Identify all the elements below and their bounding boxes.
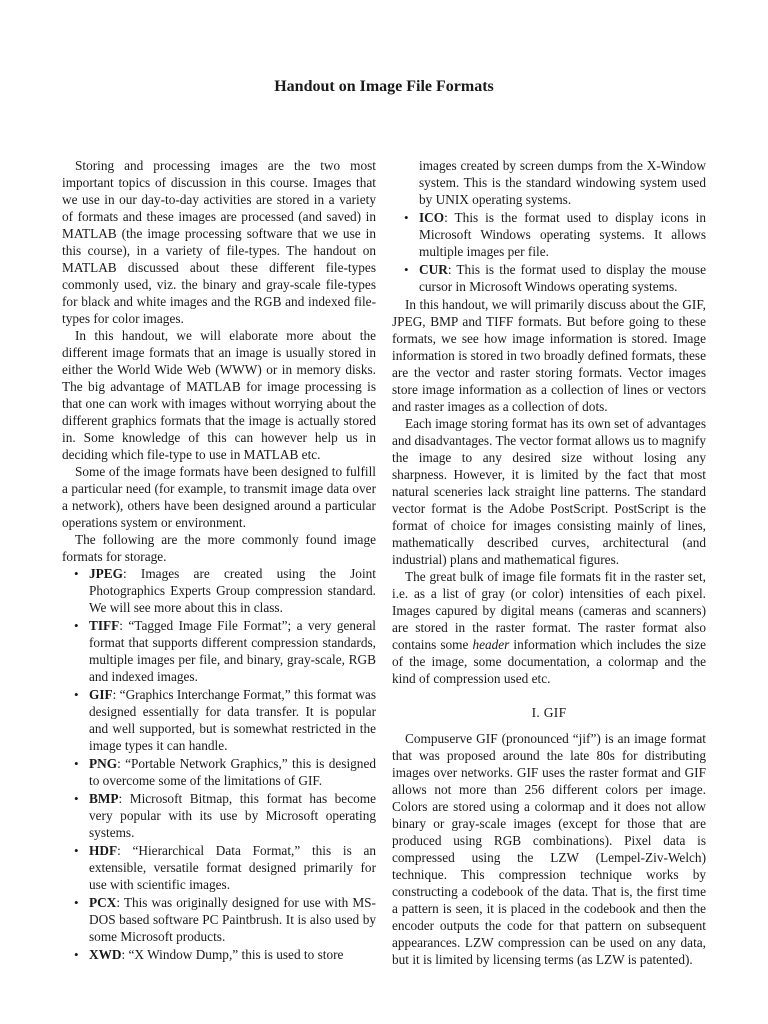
raster-text-b: information which includes the size of the image, some documentation, a colormap and the kind of compression used etc. bbox=[392, 637, 707, 686]
bullet-icon: • bbox=[74, 947, 79, 962]
format-desc: : “Tagged Image File Format”; a very general format that supports different compression standards, multiple images per file, and binary, gray-scale, RGB and indexed images. bbox=[89, 618, 376, 684]
right-column bbox=[392, 157, 706, 968]
format-term: TIFF bbox=[89, 618, 120, 633]
format-item-cur bbox=[392, 261, 706, 295]
bullet-icon: • bbox=[74, 756, 79, 771]
format-desc: : This is the format used to display the mouse cursor in Microsoft Windows operating systems. bbox=[419, 262, 706, 294]
format-desc: : Microsoft Bitmap, this format has become very popular with its use by Microsoft operating systems. bbox=[89, 791, 376, 840]
paragraph-gif: Compuserve GIF (pronounced “jif”) is an image format that was proposed around the late 80s for distributing images over networks. GIF uses the raster format and GIF allows not more than 256 different colors per image. Colors are stored using a colormap and it does not allow binary or gray-scale images (except for those that are produced using RGB combinations). Pixel data is compressed using the LZW (Lempel-Ziv-Welch) technique. This compression technique works by constructing a codebook of the data. That is, the first time a pattern is seen, it is placed in the codebook and then the encoder outputs the code for that pattern on subsequent appearances. LZW compression can be used on any data, but it is limited by licensing terms (as LZW is patented). bbox=[392, 731, 706, 967]
paragraph-handout-scope: In this handout, we will elaborate more about the different image formats that an image is usually stored in either the World Wide Web (WWW) or in memory disks. The big advantage of MATLAB for image processing is that one can work with images without worrying about the different graphics formats that the image is actually stored in. Some knowledge of this can however help us in deciding which file-type to use in MATLAB etc. bbox=[62, 328, 376, 462]
paragraph-advantages: Each image storing format has its own set of advantages and disadvantages. The vector format allows us to magnify the image to any desired size without losing any sharpness. However, it is limited by the fact that most natural sceneries lack straight line patterns. The standard vector format is the Adobe PostScript. PostScript is the format of choice for images consisting mainly of lines, mathematically described curves, architectural (and industrial) plans and mathematical figures. bbox=[392, 416, 706, 567]
paragraph-vector-raster: In this handout, we will primarily discuss about the GIF, JPEG, BMP and TIFF formats. But before going to these formats, we see how image information is stored. Image information is stored in two broadly defined formats, these are the vector and raster storing formats. Vector images store image information as a collection of lines or vectors and raster images as a collection of dots. bbox=[392, 297, 706, 414]
format-desc: : This was originally designed for use with MS-DOS based software PC Paintbrush. It is also used by some Microsoft products. bbox=[89, 895, 376, 944]
bullet-icon: • bbox=[74, 566, 79, 581]
bullet-icon: • bbox=[74, 843, 79, 858]
format-item-tiff bbox=[62, 617, 376, 685]
paragraph-intro: Storing and processing images are the two most important topics of discussion in this course. Images that we use in our day-to-day activities are stored in a variety of formats and these images are processed (and saved) in MATLAB (the image processing software that we use in this course), in a variety of file-types. The handout on MATLAB discussed about these different file-types commonly used, viz. the binary and gray-scale file-types for black and white images and the RGB and indexed file-types for color images. bbox=[62, 158, 376, 326]
bullet-icon: • bbox=[404, 210, 409, 225]
bullet-icon: • bbox=[74, 618, 79, 633]
format-term: PCX bbox=[89, 895, 117, 910]
format-term: ICO bbox=[419, 210, 445, 225]
header-term: header bbox=[472, 637, 510, 652]
format-term: CUR bbox=[419, 262, 448, 277]
bullet-icon: • bbox=[74, 687, 79, 702]
page-title: Handout on Image File Formats bbox=[274, 78, 494, 95]
format-item-bmp bbox=[62, 790, 376, 841]
format-item-xwd bbox=[62, 946, 376, 963]
format-term: GIF bbox=[89, 687, 113, 702]
format-item-ico bbox=[392, 209, 706, 260]
paragraph-format-list-intro: The following are the more commonly found image formats for storage. bbox=[62, 532, 376, 564]
format-desc: : “Graphics Interchange Format,” this format was designed essentially for data transfer. It is popular and well supported, but is somewhat restricted in the image types it can handle. bbox=[89, 687, 376, 753]
format-term: JPEG bbox=[89, 566, 123, 581]
section-heading-gif: I. GIF bbox=[531, 705, 567, 720]
format-desc: : This is the format used to display icons in Microsoft Windows operating systems. It allows multiple images per file. bbox=[419, 210, 706, 259]
format-list-continued bbox=[392, 157, 706, 295]
format-desc: : “Portable Network Graphics,” this is designed to overcome some of the limitations of GIF. bbox=[89, 756, 376, 788]
format-item-gif bbox=[62, 686, 376, 754]
format-item-hdf bbox=[62, 842, 376, 893]
left-column bbox=[62, 157, 376, 964]
format-item-pcx bbox=[62, 894, 376, 945]
bullet-icon: • bbox=[404, 262, 409, 277]
format-term: XWD bbox=[89, 947, 122, 962]
format-item-png bbox=[62, 755, 376, 789]
format-term: PNG bbox=[89, 756, 118, 771]
paragraph-format-design: Some of the image formats have been designed to fulfill a particular need (for example, to transmit image data over a network), others have been designed around a particular operations system or environment. bbox=[62, 464, 376, 530]
format-desc: : “X Window Dump,” this is used to store bbox=[121, 947, 344, 962]
raster-text-a: The great bulk of image file formats fit in the raster set, i.e. as a list of gray (or color) intensities of each pixel. Images capured by digital means (cameras and scanners) are stored in the raster format. The raster format also contains some bbox=[392, 569, 706, 652]
format-desc: : Images are created using the Joint Photographics Experts Group compression standard. We will see more about this in class. bbox=[89, 566, 376, 615]
paragraph-raster bbox=[392, 568, 706, 687]
format-term: HDF bbox=[89, 843, 118, 858]
format-item-xwd-continued: images created by screen dumps from the X-Window system. This is the standard windowing system used by UNIX operating systems. bbox=[419, 158, 706, 207]
format-item-jpeg bbox=[62, 565, 376, 616]
bullet-icon: • bbox=[74, 895, 79, 910]
format-list bbox=[62, 565, 376, 963]
bullet-icon: • bbox=[74, 791, 79, 806]
format-desc: : “Hierarchical Data Format,” this is an extensible, versatile format designed primarily for use with scientific images. bbox=[89, 843, 376, 892]
format-term: BMP bbox=[89, 791, 119, 806]
